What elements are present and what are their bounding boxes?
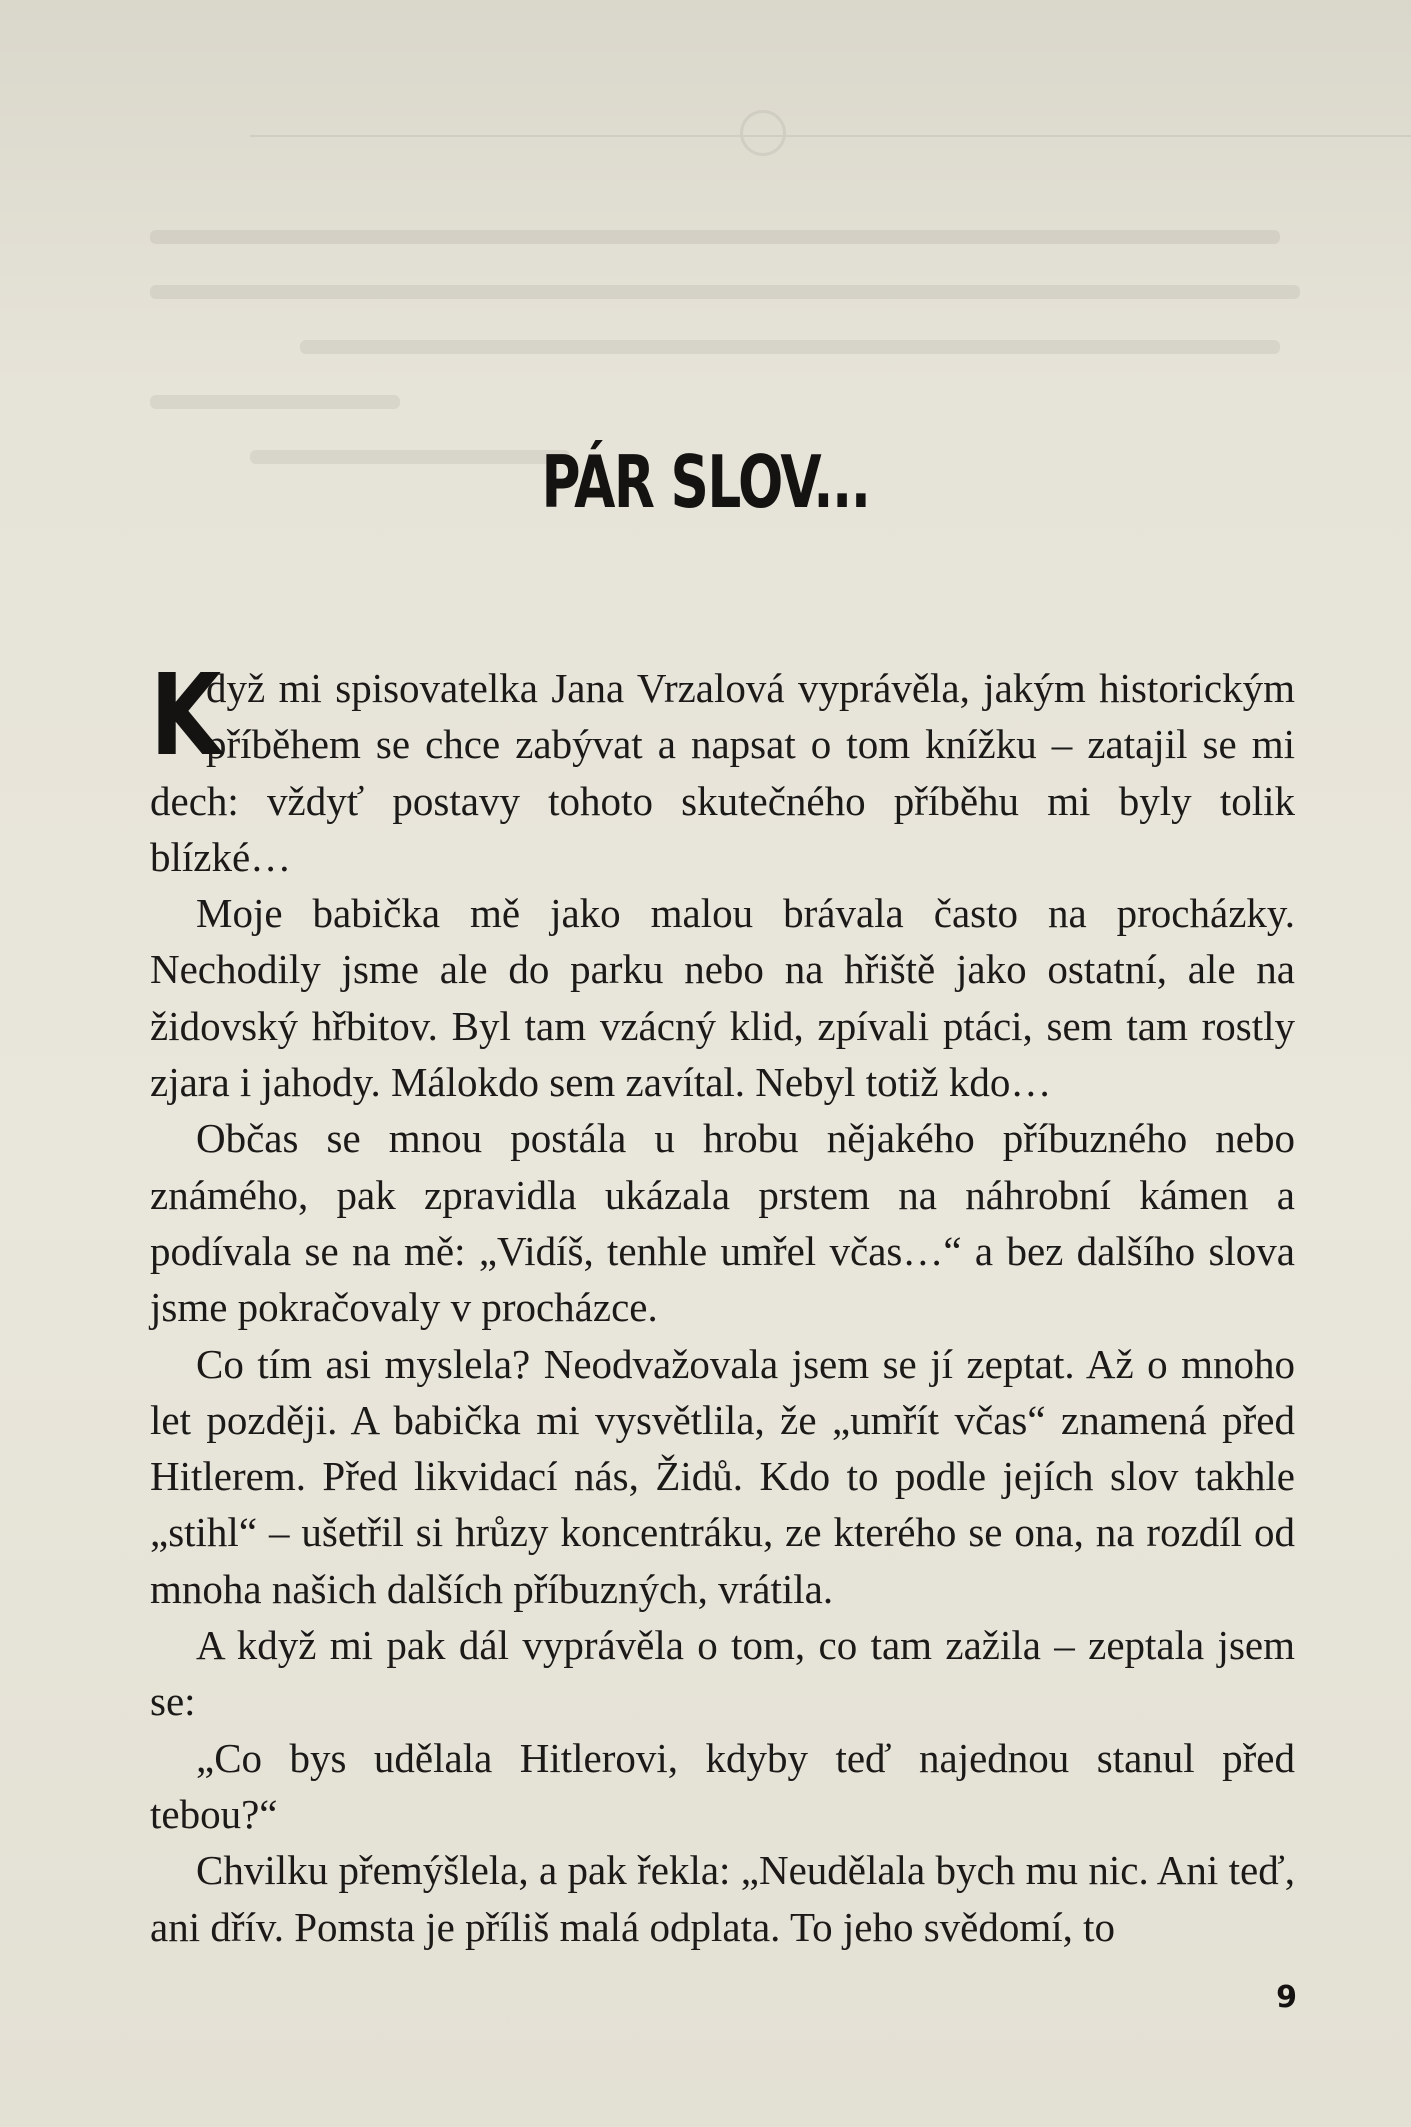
paragraph: A když mi pak dál vyprávěla o tom, co tam zažila – zeptala jsem se: <box>150 1622 1295 1725</box>
chapter-body <box>150 651 1295 1955</box>
paragraph <box>150 651 1295 885</box>
paragraph: Chvilku přemýšlela, a pak řekla: „Neudělala bych mu nic. Ani teď, ani dřív. Pomsta je příliš malá odplata. To jeho svědomí, to <box>150 1847 1295 1950</box>
drop-cap: K <box>150 651 222 781</box>
paragraph-text: dyž mi spisovatelka Jana Vrzalová vyprávěla, jakým historickým příběhem se chce zabývat a napsat o tom knížku – zatajil se mi dech: vždyť postavy tohoto skutečného příběhu mi byly tolik blízké… <box>150 665 1295 880</box>
page-number: 9 <box>1276 1980 1297 2015</box>
paragraph: Moje babička mě jako malou brávala často na procházky. Nechodily jsme ale do parku nebo na hřiště jako ostatní, ale na židovský hřbitov. Byl tam vzácný klid, zpívali ptáci, sem tam rostly zjara i jahody. Málokdo sem zavítal. Nebyl totiž kdo… <box>150 890 1295 1106</box>
chapter-title: PÁR SLOV... <box>541 440 870 524</box>
paragraph: Co tím asi myslela? Neodvažovala jsem se jí zeptat. Až o mnoho let později. A babička mi vysvětlila, že „umřít včas“ znamená před Hitlerem. Před likvidací nás, Židů. Kdo to podle jejích slov takhle „stihl“ – ušetřil si hrůzy koncentráku, ze kterého se ona, na rozdíl od mnoha našich dalších příbuzných, vrátila. <box>150 1340 1295 1612</box>
paragraph: „Co bys udělala Hitlerovi, kdyby teď najednou stanul před tebou?“ <box>150 1734 1295 1837</box>
paragraph: Občas se mnou postála u hrobu nějakého příbuzného nebo známého, pak zpravidla ukázala prstem na náhrobní kámen a podívala se na mě: „Vidíš, tenhle umřel včas…“ a bez dalšího slova jsme pokračovaly v procházce. <box>150 1115 1295 1331</box>
